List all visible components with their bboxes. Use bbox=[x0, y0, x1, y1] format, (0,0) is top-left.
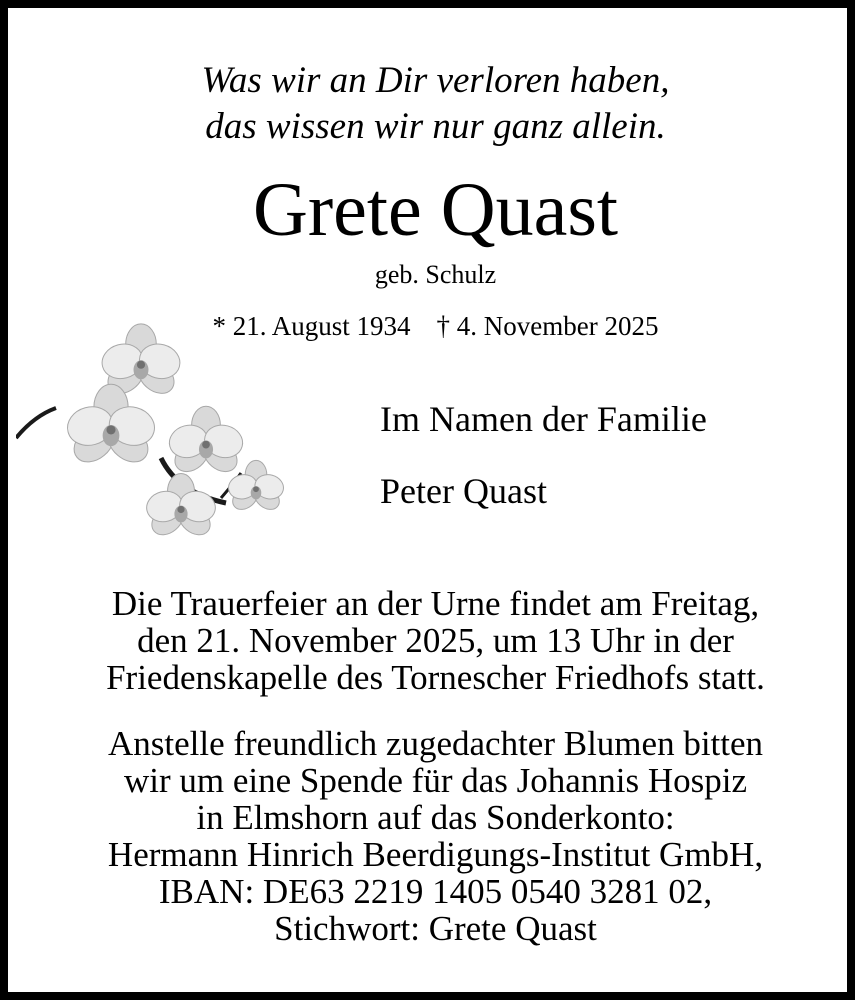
donation-line: in Elmshorn auf das Sonderkonto: bbox=[196, 798, 675, 837]
death-date: † 4. November 2025 bbox=[436, 311, 659, 341]
orchid-icon bbox=[16, 308, 296, 548]
family-label: Im Namen der Familie bbox=[380, 399, 707, 439]
donation-line: IBAN: DE63 2219 1405 0540 3281 02, bbox=[158, 872, 713, 911]
deceased-name: Grete Quast bbox=[252, 168, 619, 252]
birth-date: * 21. August 1934 bbox=[212, 311, 411, 341]
motto-line-2: das wissen wir nur ganz allein. bbox=[205, 106, 666, 147]
ceremony-line: Die Trauerfeier an der Urne findet am Freitag, bbox=[111, 584, 760, 623]
motto-line-1: Was wir an Dir verloren haben, bbox=[201, 60, 670, 101]
family-name: Peter Quast bbox=[380, 471, 547, 511]
donation-line: Hermann Hinrich Beerdigungs-Institut GmbH, bbox=[107, 835, 764, 874]
ceremony-line: Friedenskapelle des Tornescher Friedhofs statt. bbox=[106, 658, 765, 697]
ceremony-line: den 21. November 2025, um 13 Uhr in der bbox=[137, 621, 734, 660]
donation-line: Anstelle freundlich zugedachter Blumen bitten bbox=[107, 724, 764, 763]
donation-line: Stichwort: Grete Quast bbox=[274, 909, 597, 948]
birth-name: geb. Schulz bbox=[374, 260, 497, 289]
donation-line: wir um eine Spende für das Johannis Hospiz bbox=[123, 761, 748, 800]
